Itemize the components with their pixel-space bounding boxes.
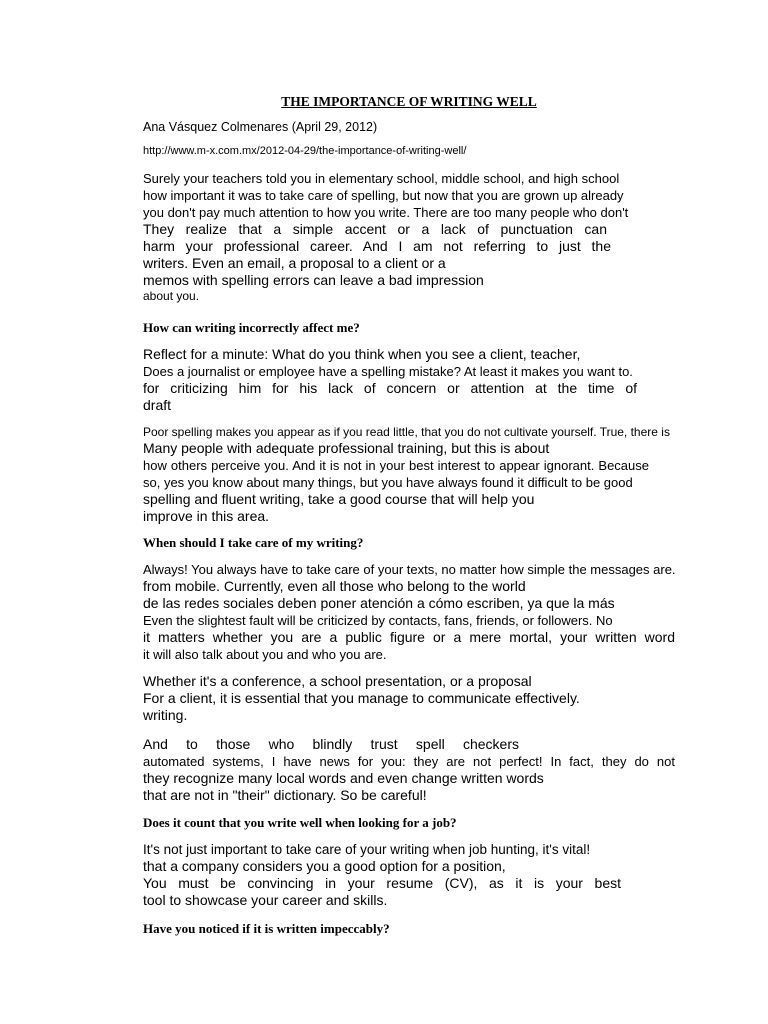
section1-paragraph-1 [143,346,675,414]
text-line: For a client, it is essential that you manage to communicate effectively. [143,690,580,706]
section1-paragraph-2 [143,425,675,525]
text-line: so, yes you know about many things, but you have always found it difficult to be good [143,475,633,490]
section-heading: How can writing incorrectly affect me? [143,320,360,335]
author-line: Ana Vásquez Colmenares (April 29, 2012) [143,120,378,134]
text-line: Even the slightest fault will be criticized by contacts, fans, friends, or followers. No [143,613,613,628]
text-line: It's not just important to take care of your writing when job hunting, it's vital! [143,842,591,857]
text-line: They realize that a simple accent or a lack of punctuation can [143,221,607,237]
text-line: de las redes sociales deben poner atención a cómo escriben, ya que la más [143,595,615,611]
text-line: writers. Even an email, a proposal to a client or a [143,255,446,271]
text-line: memos with spelling errors can leave a bad impression [143,272,484,288]
text-line: And to those who blindly trust spell checkers [143,736,519,752]
text-line: it will also talk about you and who you are. [143,647,387,662]
text-line: writing. [143,707,188,723]
text-line: tool to showcase your career and skills. [143,892,388,908]
text-line: Surely your teachers told you in elementary school, middle school, and high school [143,171,620,186]
text-line: automated systems, I have news for you: they are not perfect! In fact, they do not [143,754,675,769]
text-line: that are not in "their" dictionary. So be careful! [143,787,427,803]
text-line: improve in this area. [143,508,270,524]
text-line: how important it was to take care of spelling, but now that you are grown up already [143,188,624,203]
text-line: Poor spelling makes you appear as if you read little, that you do not cultivate yourself. True, there is [143,425,670,439]
text-line: Reflect for a minute: What do you think when you see a client, teacher, [143,346,581,362]
section3-paragraph-1 [143,841,675,909]
source-url: http://www.m-x.com.mx/2012-04-29/the-importance-of-writing-well/ [143,145,467,157]
text-line: harm your professional career. And I am not referring to just the [143,238,611,254]
text-line: Whether it's a conference, a school presentation, or a proposal [143,673,532,689]
text-line: draft [143,397,172,413]
section2-paragraph-3 [143,736,675,804]
text-line: for criticizing him for his lack of concern or attention at the time of [143,380,637,396]
text-line: you don't pay much attention to how you write. There are too many people who don't [143,205,629,220]
text-line: how others perceive you. And it is not in your best interest to appear ignorant. Because [143,458,649,473]
section-heading: Have you noticed if it is written impeccably? [143,921,390,936]
section2-paragraph-1 [143,561,675,663]
text-line: Many people with adequate professional training, but this is about [143,440,550,456]
section-heading: Does it count that you write well when looking for a job? [143,815,457,830]
text-line: from mobile. Currently, even all those who belong to the world [143,578,526,594]
section-heading: When should I take care of my writing? [143,535,364,550]
text-line: that a company considers you a good option for a position, [143,858,506,874]
document-title: THE IMPORTANCE OF WRITING WELL [281,94,537,109]
text-line: they recognize many local words and even change written words [143,770,544,786]
document-body [143,94,675,937]
section2-paragraph-2 [143,673,675,724]
text-line: spelling and fluent writing, take a good course that will help you [143,491,535,507]
text-line: You must be convincing in your resume (CV), as it is your best [143,875,621,891]
text-line: Does a journalist or employee have a spelling mistake? At least it makes you want to. [143,364,633,379]
text-line: Always! You always have to take care of your texts, no matter how simple the messages are. [143,562,676,577]
text-line: about you. [143,289,200,303]
intro-paragraph [143,170,675,304]
text-line: it matters whether you are a public figure or a mere mortal, your written word [143,629,675,645]
